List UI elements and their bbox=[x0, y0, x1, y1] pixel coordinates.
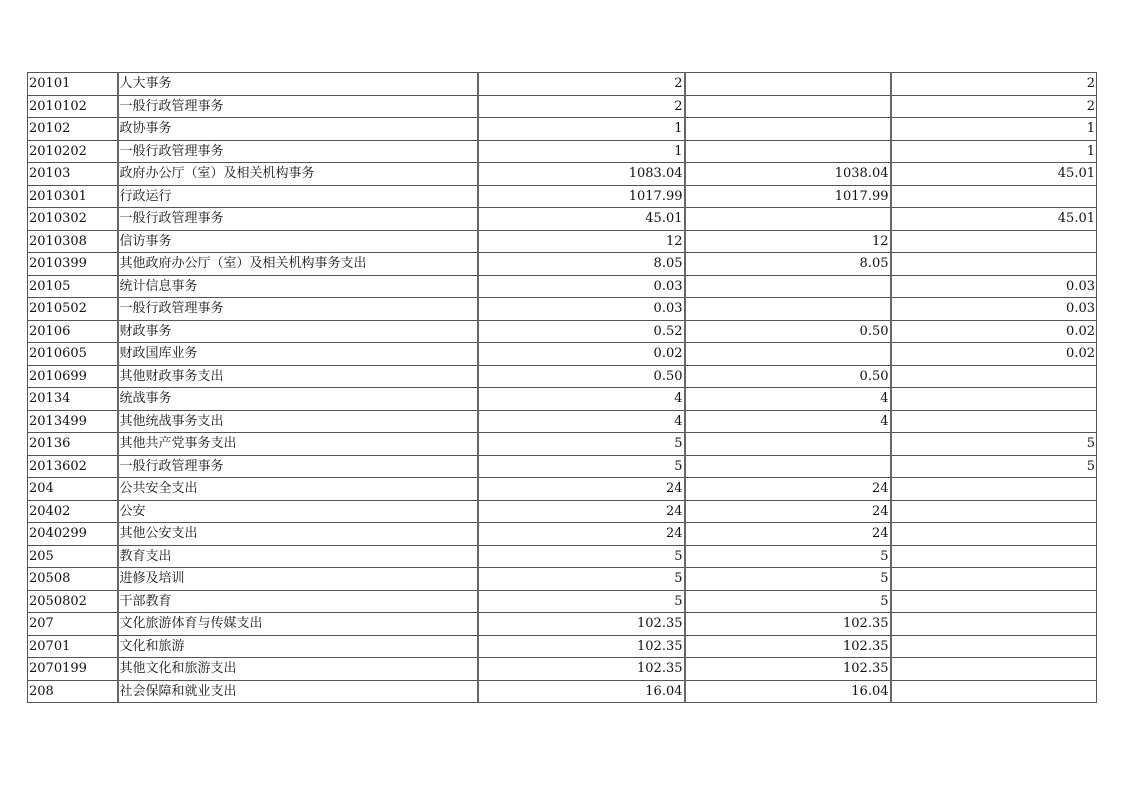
basic-amount-cell bbox=[685, 298, 891, 321]
subject-name-cell: 一般行政管理事务 bbox=[118, 140, 478, 163]
table-row bbox=[28, 545, 1097, 568]
table-row bbox=[28, 95, 1097, 118]
table-row bbox=[28, 208, 1097, 231]
project-amount-cell bbox=[891, 185, 1097, 208]
basic-amount-cell bbox=[685, 343, 891, 366]
basic-amount-cell: 24 bbox=[685, 500, 891, 523]
total-amount-cell: 1 bbox=[478, 140, 685, 163]
subject-code-cell: 2010202 bbox=[28, 140, 118, 163]
subject-name-cell: 社会保障和就业支出 bbox=[118, 680, 478, 703]
total-amount-cell: 4 bbox=[478, 410, 685, 433]
project-amount-cell: 2 bbox=[891, 95, 1097, 118]
table-row bbox=[28, 298, 1097, 321]
table-row bbox=[28, 275, 1097, 298]
table-row bbox=[28, 635, 1097, 658]
project-amount-cell: 0.02 bbox=[891, 320, 1097, 343]
total-amount-cell: 1083.04 bbox=[478, 163, 685, 186]
subject-name-cell: 公共安全支出 bbox=[118, 478, 478, 501]
basic-amount-cell: 102.35 bbox=[685, 613, 891, 636]
basic-amount-cell: 1038.04 bbox=[685, 163, 891, 186]
subject-code-cell: 20402 bbox=[28, 500, 118, 523]
basic-amount-cell bbox=[685, 118, 891, 141]
project-amount-cell bbox=[891, 500, 1097, 523]
project-amount-cell: 5 bbox=[891, 455, 1097, 478]
total-amount-cell: 45.01 bbox=[478, 208, 685, 231]
basic-amount-cell: 16.04 bbox=[685, 680, 891, 703]
subject-name-cell: 一般行政管理事务 bbox=[118, 455, 478, 478]
total-amount-cell: 5 bbox=[478, 590, 685, 613]
table-row bbox=[28, 613, 1097, 636]
table-row bbox=[28, 253, 1097, 276]
subject-name-cell: 其他公安支出 bbox=[118, 523, 478, 546]
project-amount-cell: 45.01 bbox=[891, 208, 1097, 231]
project-amount-cell bbox=[891, 635, 1097, 658]
subject-code-cell: 2010399 bbox=[28, 253, 118, 276]
basic-amount-cell: 4 bbox=[685, 388, 891, 411]
subject-code-cell: 2070199 bbox=[28, 658, 118, 681]
basic-amount-cell: 24 bbox=[685, 523, 891, 546]
expenditure-table bbox=[27, 72, 1097, 703]
basic-amount-cell bbox=[685, 140, 891, 163]
subject-code-cell: 2010302 bbox=[28, 208, 118, 231]
subject-code-cell: 2010308 bbox=[28, 230, 118, 253]
project-amount-cell: 1 bbox=[891, 118, 1097, 141]
budget-sheet bbox=[27, 72, 1096, 703]
project-amount-cell bbox=[891, 658, 1097, 681]
subject-code-cell: 2013499 bbox=[28, 410, 118, 433]
basic-amount-cell: 102.35 bbox=[685, 658, 891, 681]
subject-code-cell: 20508 bbox=[28, 568, 118, 591]
total-amount-cell: 24 bbox=[478, 500, 685, 523]
table-row bbox=[28, 185, 1097, 208]
total-amount-cell: 102.35 bbox=[478, 658, 685, 681]
basic-amount-cell bbox=[685, 275, 891, 298]
project-amount-cell bbox=[891, 613, 1097, 636]
subject-name-cell: 教育支出 bbox=[118, 545, 478, 568]
subject-code-cell: 207 bbox=[28, 613, 118, 636]
table-row bbox=[28, 73, 1097, 96]
basic-amount-cell bbox=[685, 73, 891, 96]
subject-code-cell: 20701 bbox=[28, 635, 118, 658]
total-amount-cell: 12 bbox=[478, 230, 685, 253]
subject-name-cell: 进修及培训 bbox=[118, 568, 478, 591]
table-row bbox=[28, 118, 1097, 141]
subject-name-cell: 政协事务 bbox=[118, 118, 478, 141]
table-row bbox=[28, 590, 1097, 613]
project-amount-cell bbox=[891, 365, 1097, 388]
subject-code-cell: 20136 bbox=[28, 433, 118, 456]
basic-amount-cell: 8.05 bbox=[685, 253, 891, 276]
subject-code-cell: 2010102 bbox=[28, 95, 118, 118]
project-amount-cell bbox=[891, 410, 1097, 433]
subject-code-cell: 205 bbox=[28, 545, 118, 568]
table-row bbox=[28, 680, 1097, 703]
subject-name-cell: 其他政府办公厅（室）及相关机构事务支出 bbox=[118, 253, 478, 276]
basic-amount-cell: 0.50 bbox=[685, 365, 891, 388]
total-amount-cell: 24 bbox=[478, 523, 685, 546]
table-row bbox=[28, 163, 1097, 186]
total-amount-cell: 2 bbox=[478, 95, 685, 118]
subject-name-cell: 文化旅游体育与传媒支出 bbox=[118, 613, 478, 636]
total-amount-cell: 0.03 bbox=[478, 275, 685, 298]
total-amount-cell: 0.03 bbox=[478, 298, 685, 321]
subject-code-cell: 2010301 bbox=[28, 185, 118, 208]
total-amount-cell: 5 bbox=[478, 568, 685, 591]
basic-amount-cell: 5 bbox=[685, 568, 891, 591]
total-amount-cell: 0.02 bbox=[478, 343, 685, 366]
subject-code-cell: 2010502 bbox=[28, 298, 118, 321]
total-amount-cell: 5 bbox=[478, 433, 685, 456]
total-amount-cell: 24 bbox=[478, 478, 685, 501]
project-amount-cell: 0.02 bbox=[891, 343, 1097, 366]
project-amount-cell: 0.03 bbox=[891, 298, 1097, 321]
subject-name-cell: 财政事务 bbox=[118, 320, 478, 343]
subject-code-cell: 20103 bbox=[28, 163, 118, 186]
subject-name-cell: 文化和旅游 bbox=[118, 635, 478, 658]
table-row bbox=[28, 410, 1097, 433]
subject-code-cell: 20102 bbox=[28, 118, 118, 141]
table-row bbox=[28, 320, 1097, 343]
subject-name-cell: 财政国库业务 bbox=[118, 343, 478, 366]
project-amount-cell bbox=[891, 680, 1097, 703]
basic-amount-cell bbox=[685, 455, 891, 478]
subject-name-cell: 信访事务 bbox=[118, 230, 478, 253]
project-amount-cell bbox=[891, 230, 1097, 253]
subject-code-cell: 20105 bbox=[28, 275, 118, 298]
project-amount-cell bbox=[891, 545, 1097, 568]
table-row bbox=[28, 388, 1097, 411]
project-amount-cell: 1 bbox=[891, 140, 1097, 163]
subject-name-cell: 一般行政管理事务 bbox=[118, 208, 478, 231]
subject-code-cell: 2013602 bbox=[28, 455, 118, 478]
table-row bbox=[28, 230, 1097, 253]
subject-code-cell: 20134 bbox=[28, 388, 118, 411]
subject-name-cell: 其他财政事务支出 bbox=[118, 365, 478, 388]
basic-amount-cell bbox=[685, 433, 891, 456]
basic-amount-cell: 1017.99 bbox=[685, 185, 891, 208]
subject-code-cell: 20106 bbox=[28, 320, 118, 343]
total-amount-cell: 4 bbox=[478, 388, 685, 411]
subject-code-cell: 208 bbox=[28, 680, 118, 703]
total-amount-cell: 1017.99 bbox=[478, 185, 685, 208]
project-amount-cell: 5 bbox=[891, 433, 1097, 456]
table-row bbox=[28, 365, 1097, 388]
subject-code-cell: 2010605 bbox=[28, 343, 118, 366]
table-row bbox=[28, 478, 1097, 501]
subject-code-cell: 204 bbox=[28, 478, 118, 501]
table-row bbox=[28, 433, 1097, 456]
subject-code-cell: 2010699 bbox=[28, 365, 118, 388]
table-body bbox=[28, 73, 1097, 703]
basic-amount-cell bbox=[685, 208, 891, 231]
table-row bbox=[28, 140, 1097, 163]
subject-code-cell: 2040299 bbox=[28, 523, 118, 546]
basic-amount-cell: 102.35 bbox=[685, 635, 891, 658]
table-row bbox=[28, 658, 1097, 681]
total-amount-cell: 16.04 bbox=[478, 680, 685, 703]
subject-name-cell: 其他共产党事务支出 bbox=[118, 433, 478, 456]
project-amount-cell bbox=[891, 590, 1097, 613]
total-amount-cell: 5 bbox=[478, 545, 685, 568]
project-amount-cell bbox=[891, 523, 1097, 546]
subject-name-cell: 一般行政管理事务 bbox=[118, 95, 478, 118]
table-row bbox=[28, 500, 1097, 523]
project-amount-cell: 0.03 bbox=[891, 275, 1097, 298]
total-amount-cell: 5 bbox=[478, 455, 685, 478]
subject-name-cell: 干部教育 bbox=[118, 590, 478, 613]
subject-name-cell: 其他统战事务支出 bbox=[118, 410, 478, 433]
table-row bbox=[28, 523, 1097, 546]
project-amount-cell bbox=[891, 478, 1097, 501]
basic-amount-cell: 5 bbox=[685, 545, 891, 568]
basic-amount-cell: 4 bbox=[685, 410, 891, 433]
project-amount-cell: 45.01 bbox=[891, 163, 1097, 186]
project-amount-cell bbox=[891, 388, 1097, 411]
basic-amount-cell: 12 bbox=[685, 230, 891, 253]
subject-name-cell: 统计信息事务 bbox=[118, 275, 478, 298]
total-amount-cell: 102.35 bbox=[478, 613, 685, 636]
table-row bbox=[28, 568, 1097, 591]
subject-name-cell: 一般行政管理事务 bbox=[118, 298, 478, 321]
total-amount-cell: 1 bbox=[478, 118, 685, 141]
basic-amount-cell: 24 bbox=[685, 478, 891, 501]
subject-name-cell: 行政运行 bbox=[118, 185, 478, 208]
subject-name-cell: 统战事务 bbox=[118, 388, 478, 411]
project-amount-cell bbox=[891, 253, 1097, 276]
subject-name-cell: 公安 bbox=[118, 500, 478, 523]
basic-amount-cell bbox=[685, 95, 891, 118]
basic-amount-cell: 0.50 bbox=[685, 320, 891, 343]
basic-amount-cell: 5 bbox=[685, 590, 891, 613]
total-amount-cell: 0.52 bbox=[478, 320, 685, 343]
total-amount-cell: 0.50 bbox=[478, 365, 685, 388]
subject-name-cell: 政府办公厅（室）及相关机构事务 bbox=[118, 163, 478, 186]
subject-name-cell: 其他文化和旅游支出 bbox=[118, 658, 478, 681]
subject-code-cell: 20101 bbox=[28, 73, 118, 96]
total-amount-cell: 2 bbox=[478, 73, 685, 96]
table-row bbox=[28, 343, 1097, 366]
project-amount-cell bbox=[891, 568, 1097, 591]
project-amount-cell: 2 bbox=[891, 73, 1097, 96]
subject-code-cell: 2050802 bbox=[28, 590, 118, 613]
total-amount-cell: 8.05 bbox=[478, 253, 685, 276]
table-row bbox=[28, 455, 1097, 478]
total-amount-cell: 102.35 bbox=[478, 635, 685, 658]
subject-name-cell: 人大事务 bbox=[118, 73, 478, 96]
